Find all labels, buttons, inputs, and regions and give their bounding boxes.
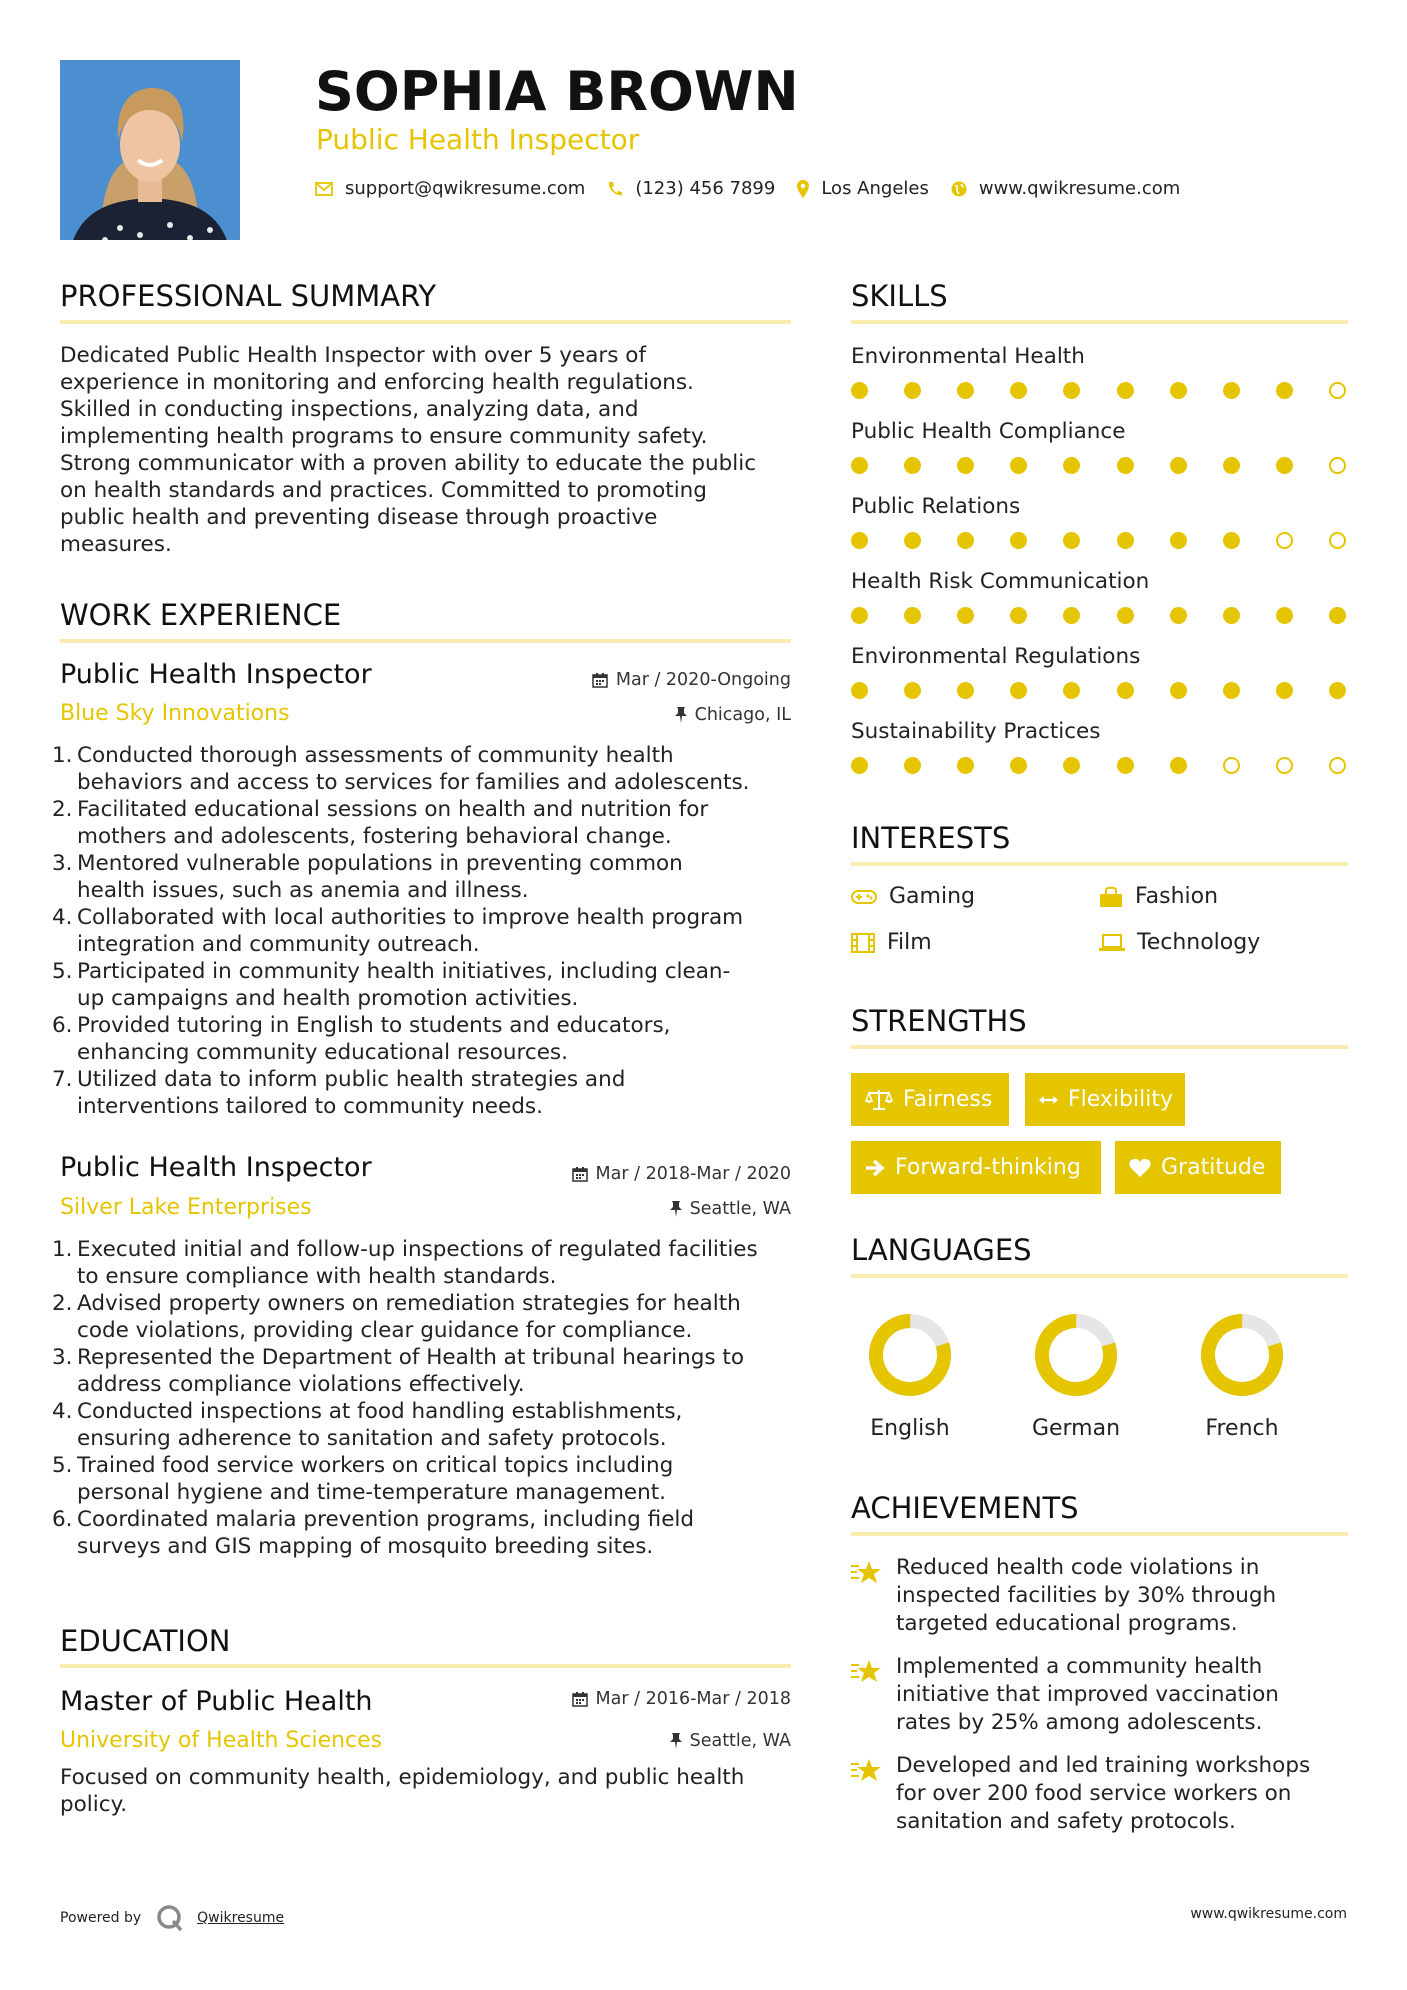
- list-line: to ensure compliance with health standards.: [77, 1264, 557, 1289]
- job-duties-list: [52, 742, 812, 1120]
- strength-badge: [851, 1073, 1009, 1126]
- skill-dot-filled: [851, 757, 868, 774]
- skill-name: Sustainability Practices: [851, 719, 1101, 744]
- list-number: 2.: [52, 797, 73, 822]
- achievement-item: [896, 1752, 1356, 1836]
- achievement-line: Reduced health code violations in: [896, 1555, 1260, 1580]
- profile-photo: [60, 60, 240, 240]
- summary-line: on health standards and practices. Committed to promoting: [60, 478, 707, 503]
- skill-dot-filled: [1170, 607, 1187, 624]
- company-name: Blue Sky Innovations: [60, 701, 290, 726]
- skill-rating: [851, 382, 1348, 402]
- education-line: Focused on community health, epidemiology, and public health: [60, 1765, 745, 1790]
- skill-dot-filled: [1063, 682, 1080, 699]
- interest-label: Film: [887, 930, 932, 955]
- skill-dot-empty: [1223, 757, 1240, 774]
- list-line: Collaborated with local authorities to improve health program: [77, 905, 744, 930]
- achievement-line: Developed and led training workshops: [896, 1753, 1311, 1778]
- qwikresume-link[interactable]: Qwikresume: [197, 1910, 285, 1926]
- interest-label: Fashion: [1135, 884, 1219, 909]
- interest-label: Technology: [1137, 930, 1261, 955]
- skills-heading: SKILLS: [851, 279, 948, 313]
- job-title: Public Health Inspector: [60, 659, 372, 690]
- language-ring-fill: [1199, 1312, 1285, 1398]
- achievements-divider: [851, 1532, 1348, 1536]
- skill-dot-empty: [1276, 532, 1293, 549]
- contact-website[interactable]: [951, 178, 1180, 199]
- skills-divider: [851, 320, 1348, 324]
- list-line: health issues, such as anemia and illness.: [77, 878, 529, 903]
- list-item: [52, 904, 812, 958]
- strength-label: Fairness: [903, 1087, 993, 1112]
- list-number: 3.: [52, 1345, 73, 1370]
- strengths-heading: STRENGTHS: [851, 1004, 1027, 1038]
- list-number: 7.: [52, 1067, 73, 1092]
- pushpin-icon: [670, 1733, 682, 1749]
- skill-dot-filled: [1223, 457, 1240, 474]
- experience-heading: WORK EXPERIENCE: [60, 598, 342, 632]
- pushpin-icon: [670, 1201, 682, 1217]
- education-heading: EDUCATION: [60, 1624, 231, 1658]
- skill-dot-filled: [1170, 382, 1187, 399]
- education-location: [670, 1731, 791, 1751]
- globe-icon: [951, 181, 967, 197]
- summary-text: [60, 342, 800, 558]
- list-item: [52, 1066, 812, 1120]
- skill-dot-filled: [1010, 457, 1027, 474]
- education-location-text: Seattle, WA: [689, 1731, 791, 1751]
- skill-name: Environmental Regulations: [851, 644, 1141, 669]
- list-line: behaviors and access to services for families and adolescents.: [77, 770, 750, 795]
- list-line: Mentored vulnerable populations in preventing common: [77, 851, 683, 876]
- skill-dot-filled: [1117, 757, 1134, 774]
- skill-dot-empty: [1329, 457, 1346, 474]
- skill-dot-filled: [1223, 382, 1240, 399]
- strength-badge: [851, 1141, 1101, 1194]
- skill-dot-filled: [957, 682, 974, 699]
- achievement-line: inspected facilities by 30% through: [896, 1583, 1277, 1608]
- skill-dot-filled: [1010, 682, 1027, 699]
- skill-dot-filled: [1170, 682, 1187, 699]
- interest-item: [851, 884, 975, 909]
- skill-dot-filled: [851, 532, 868, 549]
- list-line: mothers and adolescents, fostering behavioral change.: [77, 824, 672, 849]
- arrow-right-icon: [865, 1159, 885, 1177]
- skill-rating: [851, 757, 1348, 777]
- envelope-icon: [315, 182, 333, 196]
- summary-divider: [60, 320, 791, 324]
- interest-item: [1099, 884, 1218, 909]
- list-item: [52, 1012, 812, 1066]
- language-label: French: [1205, 1416, 1279, 1441]
- list-line: Coordinated malaria prevention programs, including field: [77, 1507, 695, 1532]
- list-line: Provided tutoring in English to students and educators,: [77, 1013, 671, 1038]
- list-number: 2.: [52, 1291, 73, 1316]
- shopping-bag-icon: [1099, 886, 1123, 908]
- achievement-line: sanitation and safety protocols.: [896, 1809, 1236, 1834]
- education-divider: [60, 1664, 791, 1668]
- skill-dot-filled: [1063, 382, 1080, 399]
- skill-dot-filled: [1063, 457, 1080, 474]
- list-number: 6.: [52, 1507, 73, 1532]
- skill-dot-filled: [1223, 532, 1240, 549]
- summary-line: public health and preventing disease through proactive: [60, 505, 658, 530]
- skill-dot-filled: [851, 682, 868, 699]
- skill-dot-filled: [1170, 457, 1187, 474]
- summary-heading: PROFESSIONAL SUMMARY: [60, 279, 437, 313]
- footer-powered-by: [60, 1903, 284, 1933]
- list-item: [52, 1290, 812, 1344]
- list-number: 1.: [52, 1237, 73, 1262]
- summary-line: measures.: [60, 532, 172, 557]
- language-label: German: [1031, 1416, 1121, 1441]
- company-name: Silver Lake Enterprises: [60, 1195, 312, 1220]
- summary-line: experience in monitoring and enforcing health regulations.: [60, 370, 694, 395]
- phone-icon: [607, 181, 623, 197]
- skill-dot-filled: [1010, 382, 1027, 399]
- list-item: [52, 796, 812, 850]
- skill-dot-filled: [904, 382, 921, 399]
- summary-line: Dedicated Public Health Inspector with over 5 years of: [60, 343, 647, 368]
- skill-dot-filled: [904, 457, 921, 474]
- star-icon: [851, 1659, 883, 1685]
- skill-dot-filled: [851, 607, 868, 624]
- skill-dot-filled: [904, 532, 921, 549]
- skill-dot-filled: [1276, 607, 1293, 624]
- footer-url[interactable]: www.qwikresume.com: [1190, 1906, 1347, 1922]
- skill-dot-empty: [1329, 532, 1346, 549]
- skill-dot-filled: [904, 682, 921, 699]
- skill-dot-filled: [957, 457, 974, 474]
- heart-icon: [1129, 1158, 1151, 1178]
- summary-line: Strong communicator with a proven ability to educate the public: [60, 451, 757, 476]
- list-item: [52, 1398, 812, 1452]
- job-dates-text: Mar / 2020-Ongoing: [615, 670, 791, 690]
- job-dates: [592, 670, 791, 690]
- balance-scale-icon: [865, 1089, 893, 1111]
- skill-dot-filled: [1117, 532, 1134, 549]
- strength-label: Flexibility: [1068, 1087, 1173, 1112]
- laptop-icon: [1099, 934, 1125, 952]
- skill-dot-filled: [851, 382, 868, 399]
- degree-title: Master of Public Health: [60, 1686, 373, 1717]
- gamepad-icon: [851, 889, 877, 905]
- list-line: Conducted inspections at food handling establishments,: [77, 1399, 683, 1424]
- contact-phone[interactable]: [607, 178, 775, 199]
- powered-by-text: Powered by: [60, 1910, 142, 1926]
- school-name: University of Health Sciences: [60, 1728, 383, 1753]
- list-item: [52, 958, 812, 1012]
- job-duties-list: [52, 1236, 812, 1560]
- skill-rating: [851, 457, 1348, 477]
- job-location-text: Chicago, IL: [694, 705, 791, 725]
- achievement-line: initiative that improved vaccination: [896, 1682, 1279, 1707]
- job-dates: [572, 1164, 791, 1184]
- list-item: [52, 1452, 812, 1506]
- strengths-divider: [851, 1045, 1348, 1049]
- skill-dot-filled: [957, 607, 974, 624]
- skill-dot-filled: [1063, 607, 1080, 624]
- summary-line: Skilled in conducting inspections, analyzing data, and: [60, 397, 639, 422]
- skill-dot-empty: [1276, 757, 1293, 774]
- skill-dot-filled: [1170, 757, 1187, 774]
- achievement-line: targeted educational programs.: [896, 1611, 1238, 1636]
- skill-dot-filled: [1117, 457, 1134, 474]
- skill-dot-filled: [1010, 607, 1027, 624]
- skill-dot-filled: [904, 757, 921, 774]
- job-location-text: Seattle, WA: [689, 1199, 791, 1219]
- list-line: interventions tailored to community needs.: [77, 1094, 543, 1119]
- skill-dot-filled: [1010, 757, 1027, 774]
- skill-dot-filled: [1117, 607, 1134, 624]
- skill-dot-filled: [1276, 457, 1293, 474]
- list-number: 6.: [52, 1013, 73, 1038]
- candidate-role: Public Health Inspector: [316, 123, 640, 156]
- location-text: Los Angeles: [821, 178, 929, 199]
- qwikresume-logo-icon: [155, 1903, 185, 1933]
- achievements-heading: ACHIEVEMENTS: [851, 1491, 1079, 1525]
- achievement-line: for over 200 food service workers on: [896, 1781, 1292, 1806]
- language-rings: [851, 1300, 1348, 1410]
- interests-divider: [851, 862, 1348, 866]
- skill-dot-filled: [1010, 532, 1027, 549]
- list-item: [52, 742, 812, 796]
- list-line: Trained food service workers on critical topics including: [77, 1453, 674, 1478]
- film-icon: [851, 933, 875, 953]
- contact-email[interactable]: [315, 178, 585, 199]
- skill-rating: [851, 607, 1348, 627]
- phone-text: (123) 456 7899: [635, 178, 776, 199]
- skill-dot-filled: [1117, 682, 1134, 699]
- skill-dot-filled: [1223, 682, 1240, 699]
- list-line: Utilized data to inform public health strategies and: [77, 1067, 626, 1092]
- achievement-line: Implemented a community health: [896, 1654, 1263, 1679]
- list-item: [52, 850, 812, 904]
- job-location: [675, 705, 791, 725]
- list-item: [52, 1344, 812, 1398]
- list-line: Facilitated educational sessions on health and nutrition for: [77, 797, 709, 822]
- contact-bar: [315, 178, 1202, 199]
- list-item: [52, 1506, 812, 1560]
- summary-line: implementing health programs to ensure community safety.: [60, 424, 708, 449]
- email-text: support@qwikresume.com: [345, 178, 586, 199]
- list-number: 3.: [52, 851, 73, 876]
- education-description: [60, 1764, 810, 1818]
- job-location: [670, 1199, 791, 1219]
- skill-rating: [851, 532, 1348, 552]
- language-ring-fill: [1033, 1312, 1119, 1398]
- skill-dot-filled: [851, 457, 868, 474]
- interest-label: Gaming: [889, 884, 975, 909]
- skill-name: Environmental Health: [851, 344, 1085, 369]
- arrows-horizontal-icon: [1039, 1093, 1058, 1107]
- list-line: Advised property owners on remediation strategies for health: [77, 1291, 741, 1316]
- skill-dot-empty: [1329, 757, 1346, 774]
- education-dates: [572, 1689, 791, 1709]
- list-line: Represented the Department of Health at tribunal hearings to: [77, 1345, 744, 1370]
- job-dates-text: Mar / 2018-Mar / 2020: [595, 1164, 791, 1184]
- skill-name: Public Relations: [851, 494, 1021, 519]
- list-line: enhancing community educational resources.: [77, 1040, 568, 1065]
- education-dates-text: Mar / 2016-Mar / 2018: [595, 1689, 791, 1709]
- calendar-icon: [572, 1691, 588, 1707]
- interest-item: [1099, 930, 1260, 955]
- list-item: [52, 1236, 812, 1290]
- list-number: 4.: [52, 905, 73, 930]
- star-icon: [851, 1560, 883, 1586]
- experience-divider: [60, 639, 791, 643]
- strength-badge: [1025, 1073, 1185, 1126]
- skill-name: Public Health Compliance: [851, 419, 1126, 444]
- list-line: integration and community outreach.: [77, 932, 480, 957]
- education-line: policy.: [60, 1792, 128, 1817]
- skill-dot-filled: [904, 607, 921, 624]
- candidate-name: SOPHIA BROWN: [315, 60, 799, 123]
- languages-divider: [851, 1274, 1348, 1278]
- list-line: personal hygiene and time-temperature management.: [77, 1480, 667, 1505]
- list-number: 5.: [52, 1453, 73, 1478]
- list-number: 4.: [52, 1399, 73, 1424]
- skill-dot-filled: [1063, 757, 1080, 774]
- interest-item: [851, 930, 932, 955]
- list-line: up campaigns and health promotion activities.: [77, 986, 579, 1011]
- skill-dot-filled: [1329, 607, 1346, 624]
- website-text: www.qwikresume.com: [978, 178, 1181, 199]
- contact-location: [797, 178, 929, 199]
- skill-dot-filled: [1329, 682, 1346, 699]
- skill-dot-filled: [1170, 532, 1187, 549]
- strength-label: Gratitude: [1161, 1155, 1266, 1180]
- achievement-item: [896, 1653, 1356, 1737]
- skill-dot-filled: [957, 532, 974, 549]
- list-line: Participated in community health initiatives, including clean-: [77, 959, 731, 984]
- list-line: Conducted thorough assessments of community health: [77, 743, 674, 768]
- list-number: 5.: [52, 959, 73, 984]
- skill-dot-filled: [1117, 382, 1134, 399]
- star-icon: [851, 1758, 883, 1784]
- calendar-icon: [572, 1166, 588, 1182]
- languages-heading: LANGUAGES: [851, 1233, 1032, 1267]
- calendar-icon: [592, 672, 608, 688]
- list-line: Executed initial and follow-up inspections of regulated facilities: [77, 1237, 758, 1262]
- strength-badge: [1115, 1141, 1281, 1194]
- language-ring-fill: [867, 1312, 953, 1398]
- language-label: English: [870, 1416, 950, 1441]
- skill-dot-empty: [1329, 382, 1346, 399]
- job-title: Public Health Inspector: [60, 1152, 372, 1183]
- skill-dot-filled: [1223, 607, 1240, 624]
- list-line: code violations, providing clear guidance for compliance.: [77, 1318, 693, 1343]
- achievement-line: rates by 25% among adolescents.: [896, 1710, 1263, 1735]
- strength-label: Forward-thinking: [895, 1155, 1081, 1180]
- skill-dot-filled: [1276, 382, 1293, 399]
- skill-dot-filled: [1063, 532, 1080, 549]
- achievement-item: [896, 1554, 1356, 1638]
- list-line: address compliance violations effectively.: [77, 1372, 525, 1397]
- list-line: surveys and GIS mapping of mosquito breeding sites.: [77, 1534, 654, 1559]
- map-pin-icon: [797, 180, 809, 198]
- pushpin-icon: [675, 707, 687, 723]
- interests-heading: INTERESTS: [851, 821, 1011, 855]
- list-number: 1.: [52, 743, 73, 768]
- skill-rating: [851, 682, 1348, 702]
- skill-dot-filled: [1276, 682, 1293, 699]
- skill-dot-filled: [957, 382, 974, 399]
- list-line: ensuring adherence to sanitation and safety protocols.: [77, 1426, 667, 1451]
- skill-name: Health Risk Communication: [851, 569, 1150, 594]
- skill-dot-filled: [957, 757, 974, 774]
